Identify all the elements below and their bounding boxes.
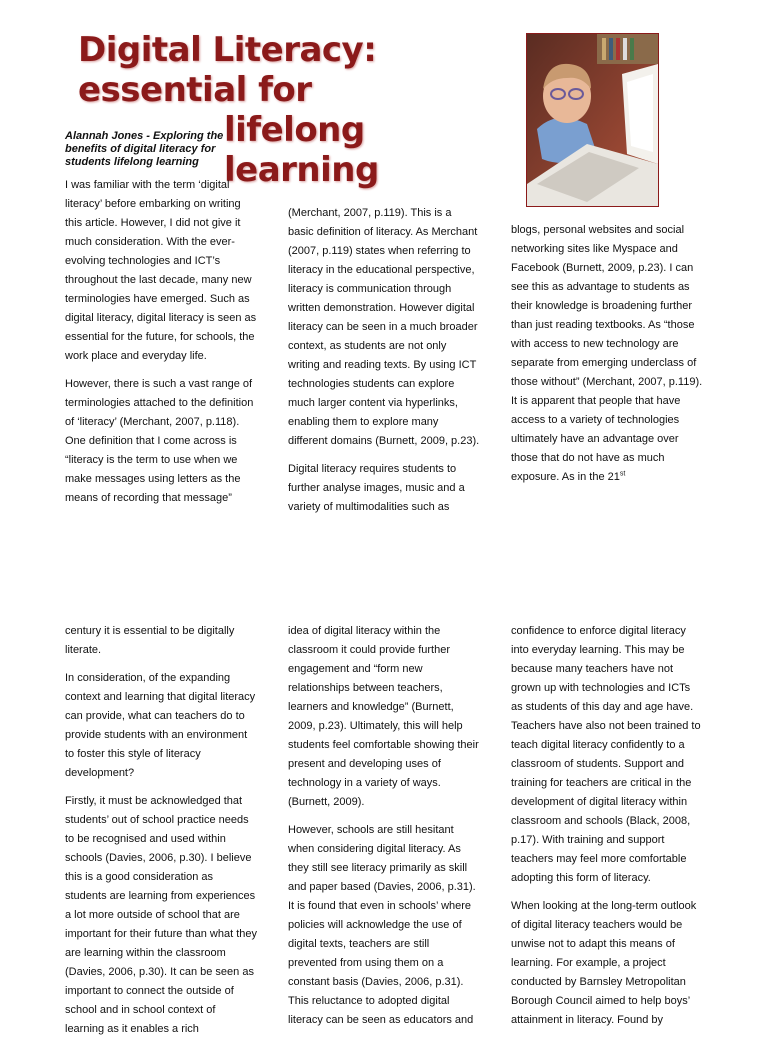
paragraph: However, schools are still hesitant when considering digital literacy. As they still see literacy primarily as skill and paper based (Davies, 2006, p.31). It is found that even in schools’ where policies will acknowledge the use of digital texts, teachers are still prevented from using them on a constant basis (Davies, 2006, p.31). This reluctance to adopted digital literacy can be seen as educators and (288, 824, 476, 1026)
child-at-computer-photo (526, 33, 659, 207)
paragraph-text: blogs, personal websites and social networking sites like Myspace and Facebook (Burnett, 2009, p.23). I can see this as advantage to students as their knowledge is broadening further than just reading textbooks. As “those with access to new technology are separate from emerging underclass of those without” (Merchant, 2007, p.119). It is apparent that people that have access to a variety of technologies ultimately have an advantage over those that do not have as much exposure. As in the 21 (511, 224, 703, 483)
paragraph: When looking at the long-term outlook of digital literacy teachers would be unwise not to adapt this means of learning. For example, a project conducted by Barnsley Metropolitan Borough Council aimed to help boys’ attainment in literacy. Found by (511, 900, 697, 1026)
page2-column-1 (65, 622, 257, 1048)
paragraph: However, there is such a vast range of terminologies attached to the definition of ‘literacy’ (Merchant, 2007, p.118). One definition that I come across is “literacy is the term to use when we make messages using letters as the means of recording that message” (65, 378, 254, 504)
page2-column-2 (288, 622, 480, 1039)
superscript: st (619, 470, 626, 478)
byline: Alannah Jones - Exploring the benefits of digital literacy for students lifelong learning (65, 130, 224, 168)
page2-column-3 (511, 622, 703, 1039)
paragraph: Digital literacy requires students to further analyse images, music and a variety of multimodalities such as (288, 463, 465, 513)
page1-column-3 (511, 221, 703, 496)
paragraph (511, 221, 703, 487)
title-line-1: Digital Literacy: essential for (78, 30, 377, 110)
photo-illustration (527, 34, 658, 206)
paragraph: idea of digital literacy within the classroom it could provide further engagement and “form new relationships between teachers, learners and knowledge” (Burnett, 2009, p.23). Ultimately, this will help students feel comfortable showing their present and developing uses of technology in a variety of ways. (Burnett, 2009). (288, 625, 479, 808)
paragraph: confidence to enforce digital literacy into everyday learning. This may be because many teachers have not grown up with technologies and ICTs as students of this day and age have. Teachers have also not been trained to teach digital literacy confidently to a classroom of students. Support and training for teachers are critical in the development of digital literacy within classroom and schools (Black, 2008, p.17). With training and support teachers may feel more comfortable adopting this form of literacy. (511, 625, 701, 884)
paragraph: century it is essential to be digitally literate. (65, 625, 235, 656)
page1-column-2 (288, 204, 480, 526)
paragraph: I was familiar with the term ‘digital literacy’ before embarking on writing this article. However, I did not give it much consideration. With the ever-evolving technologies and ICT’s throughout the last decade, many new terminologies have emerged. Such as digital literacy, digital literacy is seen as essential for the future, for schools, the work place and everyday life. (65, 179, 257, 362)
page1-column-1 (65, 176, 257, 517)
paragraph: (Merchant, 2007, p.119). This is a basic definition of literacy. As Merchant (2007, p.119) states when referring to literacy in the educational perspective, literacy is communication through written demonstration. However digital literacy can be seen in a much broader context, as students are not only writing and reading texts. By using ICT technologies students can explore much larger content via hyperlinks, enabling them to explore many different domains (Burnett, 2009, p.23). (288, 207, 480, 447)
paragraph: In consideration, of the expanding context and learning that digital literacy can provide, what can teachers do to provide students with an environment to foster this style of literacy development? (65, 672, 256, 779)
title-line-2: lifelong learning (224, 110, 379, 190)
paragraph: Firstly, it must be acknowledged that students’ out of school practice needs to be recognised and used within schools (Davies, 2006, p.30). I believe this is a good consideration as students are learning from experiences a lot more outside of school that are important for their future than what they are learning within the classroom (Davies, 2006, p.30). It can be seen as important to connect the outside of school and in school context of learning as it enables a rich (65, 795, 257, 1035)
